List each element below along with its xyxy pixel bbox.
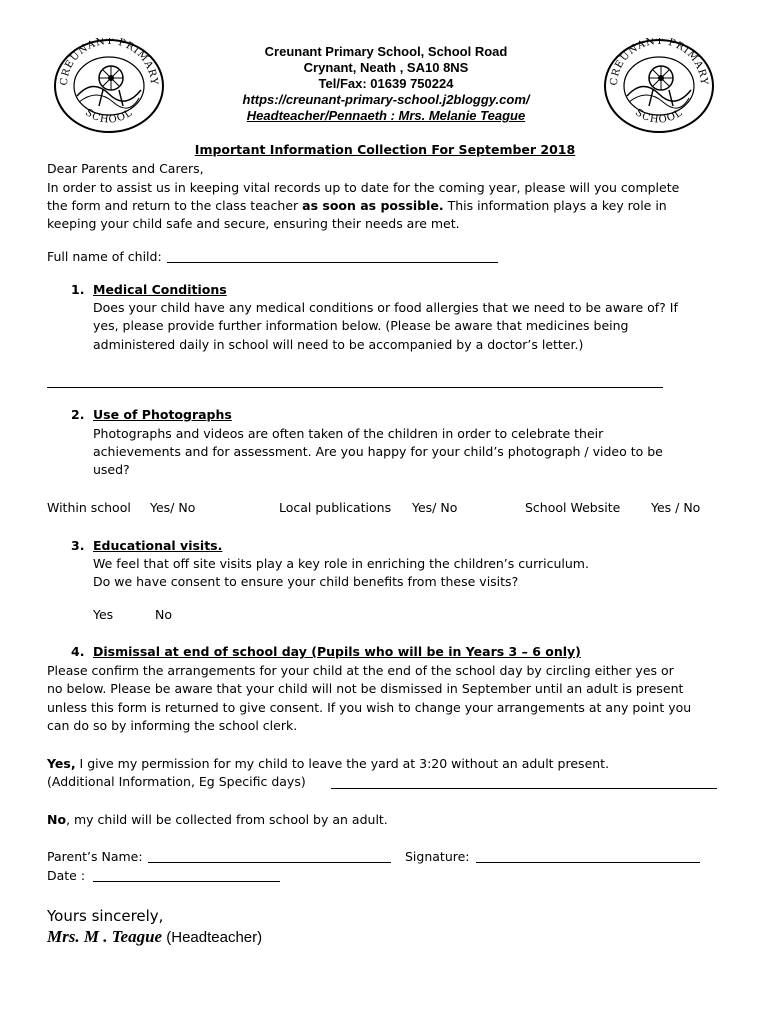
- dismissal-no-option[interactable]: No, my child will be collected from school by an adult.: [47, 812, 388, 827]
- headteacher-signature: [47, 927, 262, 947]
- parent-name-field[interactable]: [148, 862, 391, 863]
- section-4-heading: Dismissal at end of school day (Pupils who will be in Years 3 – 6 only): [93, 644, 581, 659]
- child-name-field[interactable]: [167, 262, 498, 263]
- section-3-heading: Educational visits.: [93, 538, 223, 553]
- medical-details-field[interactable]: [47, 387, 663, 388]
- greeting: Dear Parents and Carers,: [47, 161, 204, 176]
- date-label: Date :: [47, 868, 86, 883]
- section-2-line-3: used?: [93, 462, 130, 477]
- visits-yes-option[interactable]: Yes: [93, 607, 114, 622]
- section-3-line-2: Do we have consent to ensure your child benefits from these visits?: [93, 574, 519, 589]
- parent-name-label: Parent’s Name:: [47, 849, 143, 864]
- intro-line-3: keeping your child safe and secure, ensuring their needs are met.: [47, 216, 460, 231]
- intro-line-2: the form and return to the class teacher as soon as possible. This information plays a key role in: [47, 198, 667, 213]
- section-4-number: 4.: [71, 644, 85, 659]
- section-1-number: 1.: [71, 282, 85, 297]
- section-4-line-3: unless this form is returned to give consent. If you wish to change your arrangements at any point you: [47, 700, 692, 715]
- letterhead: [170, 44, 602, 124]
- section-2-heading: Use of Photographs: [93, 407, 232, 422]
- section-3-number: 3.: [71, 538, 85, 553]
- child-name-label: Full name of child:: [47, 249, 162, 264]
- school-website-yes-no[interactable]: Yes / No: [651, 500, 701, 515]
- signature-role: (Headteacher): [162, 929, 263, 946]
- section-2-line-1: Photographs and videos are often taken of the children in order to celebrate their: [93, 426, 604, 441]
- school-address: Crynant, Neath , SA10 8NS: [303, 60, 469, 75]
- intro-line-1: In order to assist us in keeping vital records up to date for the coming year, please will you complete: [47, 180, 680, 195]
- additional-info-field[interactable]: [331, 788, 717, 789]
- section-1-line-2: yes, please provide further information below. (Please be aware that medicines being: [93, 318, 629, 333]
- section-4-line-4: can do so by informing the school clerk.: [47, 718, 298, 733]
- school-logo-left: [53, 38, 165, 134]
- visits-no-option[interactable]: No: [155, 607, 172, 622]
- school-name: Creunant Primary School, School Road: [264, 44, 508, 59]
- svg-text:SCHOOL: SCHOOL: [83, 107, 135, 126]
- section-4-line-2: no below. Please be aware that your child will not be dismissed in September until an adult is present: [47, 681, 684, 696]
- svg-text:SCHOOL: SCHOOL: [633, 107, 685, 126]
- date-field[interactable]: [93, 881, 280, 882]
- section-3-line-1: We feel that off site visits play a key role in enriching the children’s curriculum.: [93, 556, 589, 571]
- document-title: Important Information Collection For September 2018: [194, 142, 576, 157]
- section-2-number: 2.: [71, 407, 85, 422]
- section-2-line-2: achievements and for assessment. Are you happy for your child’s photograph / video to be: [93, 444, 663, 459]
- headteacher-line: Headteacher/Pennaeth : Mrs. Melanie Teague: [246, 108, 526, 123]
- section-4-line-1: Please confirm the arrangements for your child at the end of the school day by circling either yes or: [47, 663, 674, 678]
- local-publications-label: Local publications: [279, 500, 392, 515]
- svg-text:CREUNANT PRIMARY: CREUNANT PRIMARY: [608, 38, 710, 87]
- school-logo-right: [603, 38, 715, 134]
- school-website-link[interactable]: https://creunant-primary-school.j2bloggy.com/: [242, 92, 530, 107]
- dismissal-yes-option[interactable]: Yes, I give my permission for my child to leave the yard at 3:20 without an adult present.: [47, 756, 610, 771]
- signature-name: Mrs. M . Teague: [47, 927, 163, 946]
- signature-label: Signature:: [405, 849, 470, 864]
- signature-field[interactable]: [476, 862, 700, 863]
- intro-emphasis: as soon as possible.: [302, 198, 444, 213]
- additional-info-label: (Additional Information, Eg Specific days): [47, 774, 306, 789]
- svg-text:CREUNANT PRIMARY: CREUNANT PRIMARY: [58, 38, 160, 87]
- school-phone: Tel/Fax: 01639 750224: [318, 76, 454, 91]
- section-1-line-1: Does your child have any medical conditions or food allergies that we need to be aware of? If: [93, 300, 678, 315]
- within-school-yes-no[interactable]: Yes/ No: [150, 500, 196, 515]
- school-website-label: School Website: [525, 500, 621, 515]
- closing-line: Yours sincerely,: [47, 907, 164, 925]
- section-1-heading: Medical Conditions: [93, 282, 227, 297]
- within-school-label: Within school: [47, 500, 131, 515]
- section-1-line-3: administered daily in school will need to be accompanied by a doctor’s letter.): [93, 337, 584, 352]
- local-publications-yes-no[interactable]: Yes/ No: [412, 500, 458, 515]
